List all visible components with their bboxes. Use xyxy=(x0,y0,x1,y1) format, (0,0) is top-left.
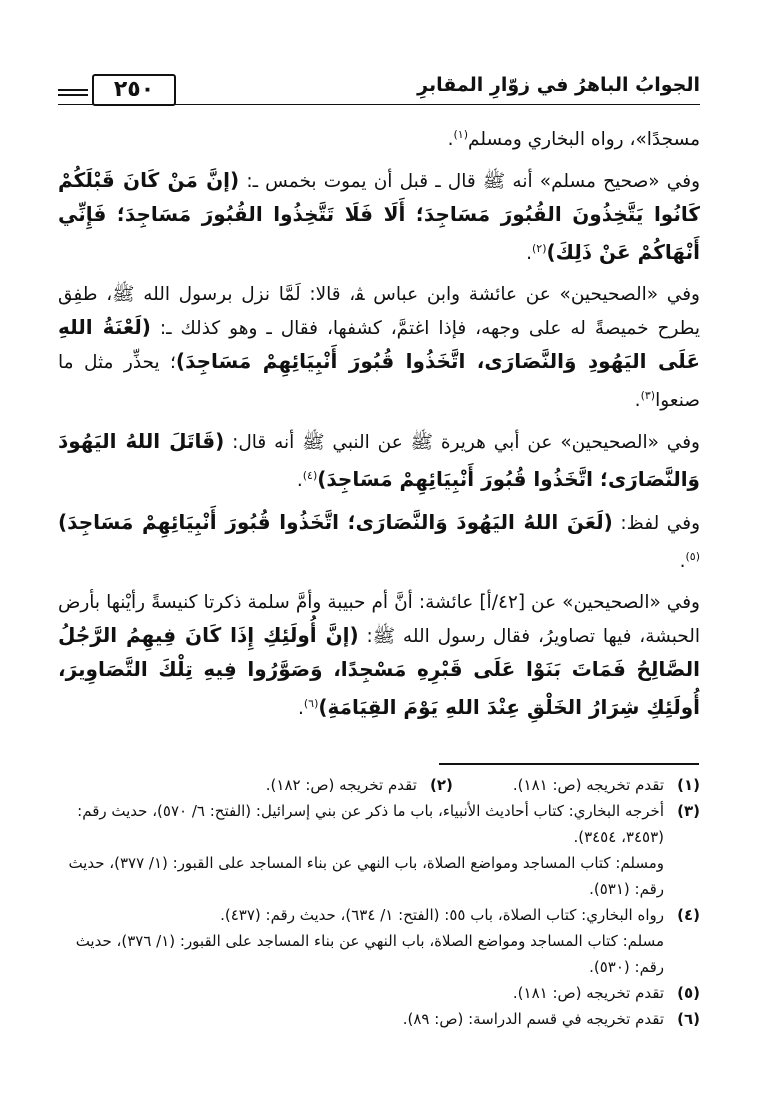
footnote-2: (٢) تقدم تخريجه (ص: ١٨٢). xyxy=(265,776,453,794)
paragraph: وفي «الصحيحين» عن عائشة وابن عباس ﭭ، قالا: لَمَّا نزل برسول الله ﷺ، طفِق يطرح خميصةً له على وجهه، فإذا اغتمَّ، كشفها، فقال ـ وهو كذلك ـ: (لَعْنَةُ اللهِ عَلَى اليَهُودِ وَالنَّصَارَى، اتَّخَذُوا قُبُورَ أَنْبِيَائِهِمْ مَسَاجِدَ)؛ يحذِّر مثل ما صنعوا$^{(٣)}$. xyxy=(58,284,701,412)
running-title: الجوابُ الباهرُ في زوّارِ المقابرِ xyxy=(417,74,700,96)
hadith-quote: (لَعَنَ اللهُ اليَهُودَ وَالنَّصَارَى؛ اتَّخَذُوا قُبُورَ أَنْبِيَائِهِمْ مَسَاجِدَ) xyxy=(58,509,613,534)
footnote-row xyxy=(58,772,700,798)
page-number: ٢٥٠ xyxy=(92,74,176,106)
paragraph: وفي «الصحيحين» عن [٤٢/أ] عائشة: أنَّ أم حبيبة وأمَّ سلمة ذكرتا كنيسةً رأيْنها بأرض الحبشة، فيها تصاويرُ، فقال رسول الله ﷺ: (إنَّ أُولَئِكِ إِذَا كَانَ فِيهِمُ الرَّجُلُ الصَّالِحُ فَمَاتَ بَنَوْا عَلَى قَبْرِهِ مَسْجِدًا، وَصَوَّرُوا فِيهِ تِلْكَ التَّصَاوِيرَ، أُولَئِكِ شِرَارُ الخَلْقِ عِنْدَ اللهِ يَوْمَ القِيَامَةِ)$^{(٦)}$. xyxy=(58,591,700,719)
footnote-5: (٥) تقدم تخريجه (ص: ١٨١). xyxy=(512,984,700,1002)
hadith-quote: (لَعْنَةُ اللهِ عَلَى اليَهُودِ وَالنَّصَارَى، اتَّخَذُوا قُبُورَ أَنْبِيَائِهِمْ مَسَاجِدَ) xyxy=(58,315,701,374)
main-text xyxy=(58,118,700,733)
footnote-ref: (٣) xyxy=(640,389,656,403)
footnote-ref: (٥) xyxy=(685,549,700,563)
hadith-quote: (إنَّ أُولَئِكِ إِذَا كَانَ فِيهِمُ الرَّجُلُ الصَّالِحُ فَمَاتَ بَنَوْا عَلَى قَبْرِهِ مَسْجِدًا، وَصَوَّرُوا فِيهِ تِلْكَ التَّصَاوِيرَ، أُولَئِكِ شِرَارُ الخَلْقِ عِنْدَ اللهِ يَوْمَ القِيَامَةِ) xyxy=(58,622,700,719)
hadith-quote: (قَاتَلَ اللهُ اليَهُودَ وَالنَّصَارَى؛ اتَّخَذُوا قُبُورَ أَنْبِيَائِهِمْ مَسَاجِدَ) xyxy=(58,429,700,492)
footnote-4-continued: مسلم: كتاب المساجد ومواضع الصلاة، باب النهي عن بناء المساجد على القبور: (١/ ٣٧٦)، حديث رقم: (٥٣٠). xyxy=(75,932,664,976)
paragraph: وفي «صحيح مسلم» أنه ﷺ قال ـ قبل أن يموت بخمس ـ: (إنَّ مَنْ كَانَ قَبْلَكُمْ كَانُوا يَتَّخِذُونَ القُبُورَ مَسَاجِدَ؛ أَلَا فَلَا تَتَّخِذُوا القُبُورَ مَسَاجِدَ؛ فَإِنِّي أَنْهَاكُمْ عَنْ ذَلِكَ)$^{(٢)}$. xyxy=(58,168,700,265)
page-number-ornament xyxy=(58,72,178,106)
footnote-ref: (١) xyxy=(453,128,469,141)
footnote-3-continued: ومسلم: كتاب المساجد ومواضع الصلاة، باب النهي عن بناء المساجد على القبور: (١/ ٣٧٧)، حديث رقم: (٥٣١). xyxy=(68,854,664,898)
ornament-rule-bottom xyxy=(58,94,88,96)
footnote-6: (٦) تقدم تخريجه في قسم الدراسة: (ص: ٨٩). xyxy=(402,1010,700,1028)
ornament-rule-top xyxy=(58,89,88,91)
hadith-quote: (إنَّ مَنْ كَانَ قَبْلَكُمْ كَانُوا يَتَّخِذُونَ القُبُورَ مَسَاجِدَ؛ أَلَا فَلَا تَتَّخِذُوا القُبُورَ مَسَاجِدَ؛ فَإِنِّي أَنْهَاكُمْ عَنْ ذَلِكَ) xyxy=(58,168,700,265)
footnote-4: (٤) رواه البخاري: كتاب الصلاة، باب ٥٥: (الفتح: ١/ ٦٣٤)، حديث رقم: (٤٣٧). xyxy=(220,906,700,924)
paragraph: وفي لفظ: (لَعَنَ اللهُ اليَهُودَ وَالنَّصَارَى؛ اتَّخَذُوا قُبُورَ أَنْبِيَائِهِمْ مَسَاجِدَ)$^{(٥)}$. xyxy=(58,509,700,572)
footnote-ref: (٢) xyxy=(531,242,547,256)
footnote-1: (١) تقدم تخريجه (ص: ١٨١). xyxy=(512,776,700,794)
footnote-ref: (٤) xyxy=(302,469,318,483)
header-rule xyxy=(58,104,700,105)
footnote-3: (٣) أخرجه البخاري: كتاب أحاديث الأنبياء، باب ما ذكر عن بني إسرائيل: (الفتح: ٦/ ٥٧٠)، حديث رقم: (٣٤٥٣، ٣٤٥٤). xyxy=(77,802,700,846)
page-header xyxy=(58,72,700,112)
paragraph: مسجدًا»، رواه البخاري ومسلم$^{(١)}$. xyxy=(447,128,700,151)
footnote-divider xyxy=(439,763,699,765)
paragraph: وفي «الصحيحين» عن أبي هريرة ﷺ عن النبي ﷺ أنه قال: (قَاتَلَ اللهُ اليَهُودَ وَالنَّصَارَى؛ اتَّخَذُوا قُبُورَ أَنْبِيَائِهِمْ مَسَاجِدَ)$^{(٤)}$. xyxy=(58,429,700,492)
footnotes xyxy=(58,772,700,1032)
footnote-ref: (٦) xyxy=(303,696,319,710)
